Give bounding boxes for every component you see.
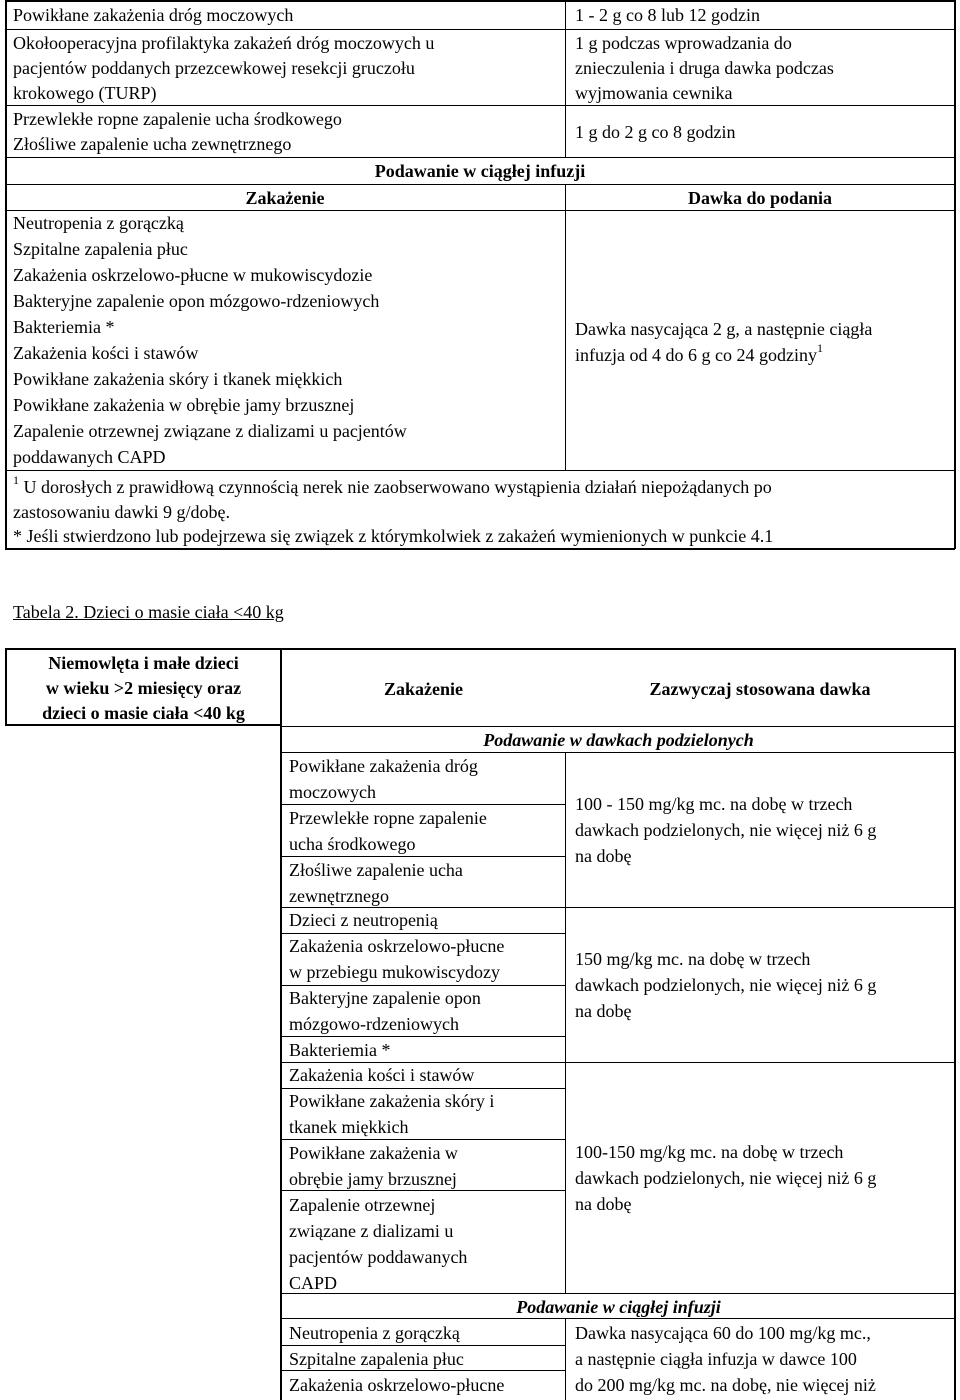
dose-group-1 [575,791,876,869]
list-item: Powikłane zakażenia w [289,1143,458,1163]
adult-dose-cell: wyjmowania cewnika [575,83,733,103]
dose-line: 100 - 150 mg/kg mc. na dobę w trzech [575,794,853,814]
list-item: moczowych [289,782,376,802]
section-header-divided: Podawanie w dawkach podzielonych [483,730,754,750]
dose-group-2 [575,946,876,1024]
adult-dose-cell: 1 g do 2 g co 8 godzin [575,122,736,142]
infection-group-1 [289,753,487,909]
list-item: Zakażenia kości i stawów [289,1065,475,1085]
section-header-continuous: Podawanie w ciągłej infuzji [516,1297,721,1317]
list-item: Złośliwe zapalenie ucha [289,860,463,880]
list-item: Powikłane zakażenia skóry i [289,1091,495,1111]
list-item: Powikłane zakażenia skóry i tkanek miękkich [13,369,343,389]
adult-infection-cell: Przewlekłe ropne zapalenie ucha środkowego [13,109,342,129]
list-item: Bakteryjne zapalenie opon [289,988,481,1008]
list-item: Przewlekłe ropne zapalenie [289,808,487,828]
list-item: ucha środkowego [289,834,416,854]
dose-line: dawkach podzielonych, nie więcej niż 6 g [575,820,877,840]
list-item: Szpitalne zapalenia płuc [289,1349,464,1369]
col-header-dose: Dawka do podania [687,188,833,208]
list-item: Zakażenia oskrzelowo-płucne w mukowiscydozie [13,265,373,285]
list-item: obrębie jamy brzusznej [289,1169,457,1189]
dose-line: 100-150 mg/kg mc. na dobę w trzech [575,1142,844,1162]
dose-line: a następnie ciągła infuzja w dawce 100 [575,1349,857,1369]
table-2-caption: Tabela 2. Dzieci o masie ciała <40 kg [13,602,284,622]
list-item: Zakażenia oskrzelowo-płucne [289,936,505,956]
footnote-1-cont: zastosowaniu dawki 9 g/dobę. [13,502,230,522]
list-item: Neutropenia z gorączką [13,213,184,233]
age-group-label: w wieku >2 miesięcy oraz [45,678,242,698]
adult-infection-cell: Powikłane zakażenia dróg moczowych [13,5,294,25]
infection-group-3 [289,1062,494,1296]
list-item: w przebiegu mukowiscydozy [289,962,500,982]
dose-group-3 [575,1139,876,1217]
adult-dose-cell: znieczulenia i druga dawka podczas [575,58,834,78]
list-item: pacjentów poddawanych [289,1247,468,1267]
adult-infection-cell: pacjentów poddanych przezcewkowej resekcji gruczołu [13,58,415,78]
list-item: poddawanych CAPD [13,447,166,467]
footnote-1: $^1$ U dorosłych z prawidłową czynnością nerek nie zaobserwowano wystąpienia działań niepożądanych po [13,473,772,497]
adult-dose-cell: 1 - 2 g co 8 lub 12 godzin [575,5,760,25]
dose-group-4 [575,1320,876,1398]
list-item: Szpitalne zapalenia płuc [13,239,188,259]
list-item: Bakteriemia * [289,1040,391,1060]
dose-line: na dobę [575,1194,632,1214]
list-item: Bakteryjne zapalenie opon mózgowo-rdzeniowych [13,291,380,311]
infection-group-4 [289,1320,504,1398]
dose-line: na dobę [575,1001,632,1021]
list-item: Neutropenia z gorączką [289,1323,460,1343]
list-item: Zapalenie otrzewnej [289,1195,436,1215]
list-item: Zakażenia oskrzelowo-płucne [289,1375,505,1395]
continuous-dose-line: infuzja od 4 do 6 g co 24 godziny$^1$ [575,341,823,365]
dose-line: dawkach podzielonych, nie więcej niż 6 g [575,975,877,995]
list-item: Bakteriemia * [13,317,115,337]
dose-line: na dobę [575,846,632,866]
list-item: Dzieci z neutropenią [289,910,438,930]
adult-infection-cell: krokowego (TURP) [13,83,157,103]
col-header-infection: Zakażenie [384,679,463,699]
infection-group-2 [289,907,504,1063]
adult-infection-cell: Okołooperacyjna profilaktyka zakażeń dróg moczowych u [13,33,435,53]
list-item: Zapalenie otrzewnej związane z dializami u pacjentów [13,421,407,441]
dose-line: Dawka nasycająca 60 do 100 mg/kg mc., [575,1323,871,1343]
list-item: zewnętrznego [289,886,389,906]
continuous-dose-line: Dawka nasycająca 2 g, a następnie ciągła [575,319,873,339]
list-item: tkanek miękkich [289,1117,409,1137]
dose-line: do 200 mg/kg mc. na dobę, nie więcej niż [575,1375,876,1395]
list-item: mózgowo-rdzeniowych [289,1014,459,1034]
list-item: Powikłane zakażenia dróg [289,756,478,776]
dose-line: dawkach podzielonych, nie więcej niż 6 g [575,1168,877,1188]
section-header-continuous: Podawanie w ciągłej infuzji [374,161,586,181]
footnote-marker: 1 [816,341,823,355]
list-item: związane z dializami u [289,1221,454,1241]
continuous-infection-list [13,210,407,470]
list-item: Powikłane zakażenia w obrębie jamy brzusznej [13,395,355,415]
adult-dose-cell: 1 g podczas wprowadzania do [575,33,792,53]
age-group-label: dzieci o masie ciała <40 kg [42,703,245,723]
dose-line: 150 mg/kg mc. na dobę w trzech [575,949,811,969]
age-group-label: Niemowlęta i małe dzieci [48,653,239,673]
list-item: CAPD [289,1273,338,1293]
col-header-dose: Zazwyczaj stosowana dawka [649,679,871,699]
list-item: Zakażenia kości i stawów [13,343,199,363]
col-header-infection: Zakażenie [245,188,325,208]
adult-infection-cell: Złośliwe zapalenie ucha zewnętrznego [13,134,292,154]
footnote-2: * Jeśli stwierdzono lub podejrzewa się związek z którymkolwiek z zakażeń wymienionych w punkcie 4.1 [13,526,774,546]
